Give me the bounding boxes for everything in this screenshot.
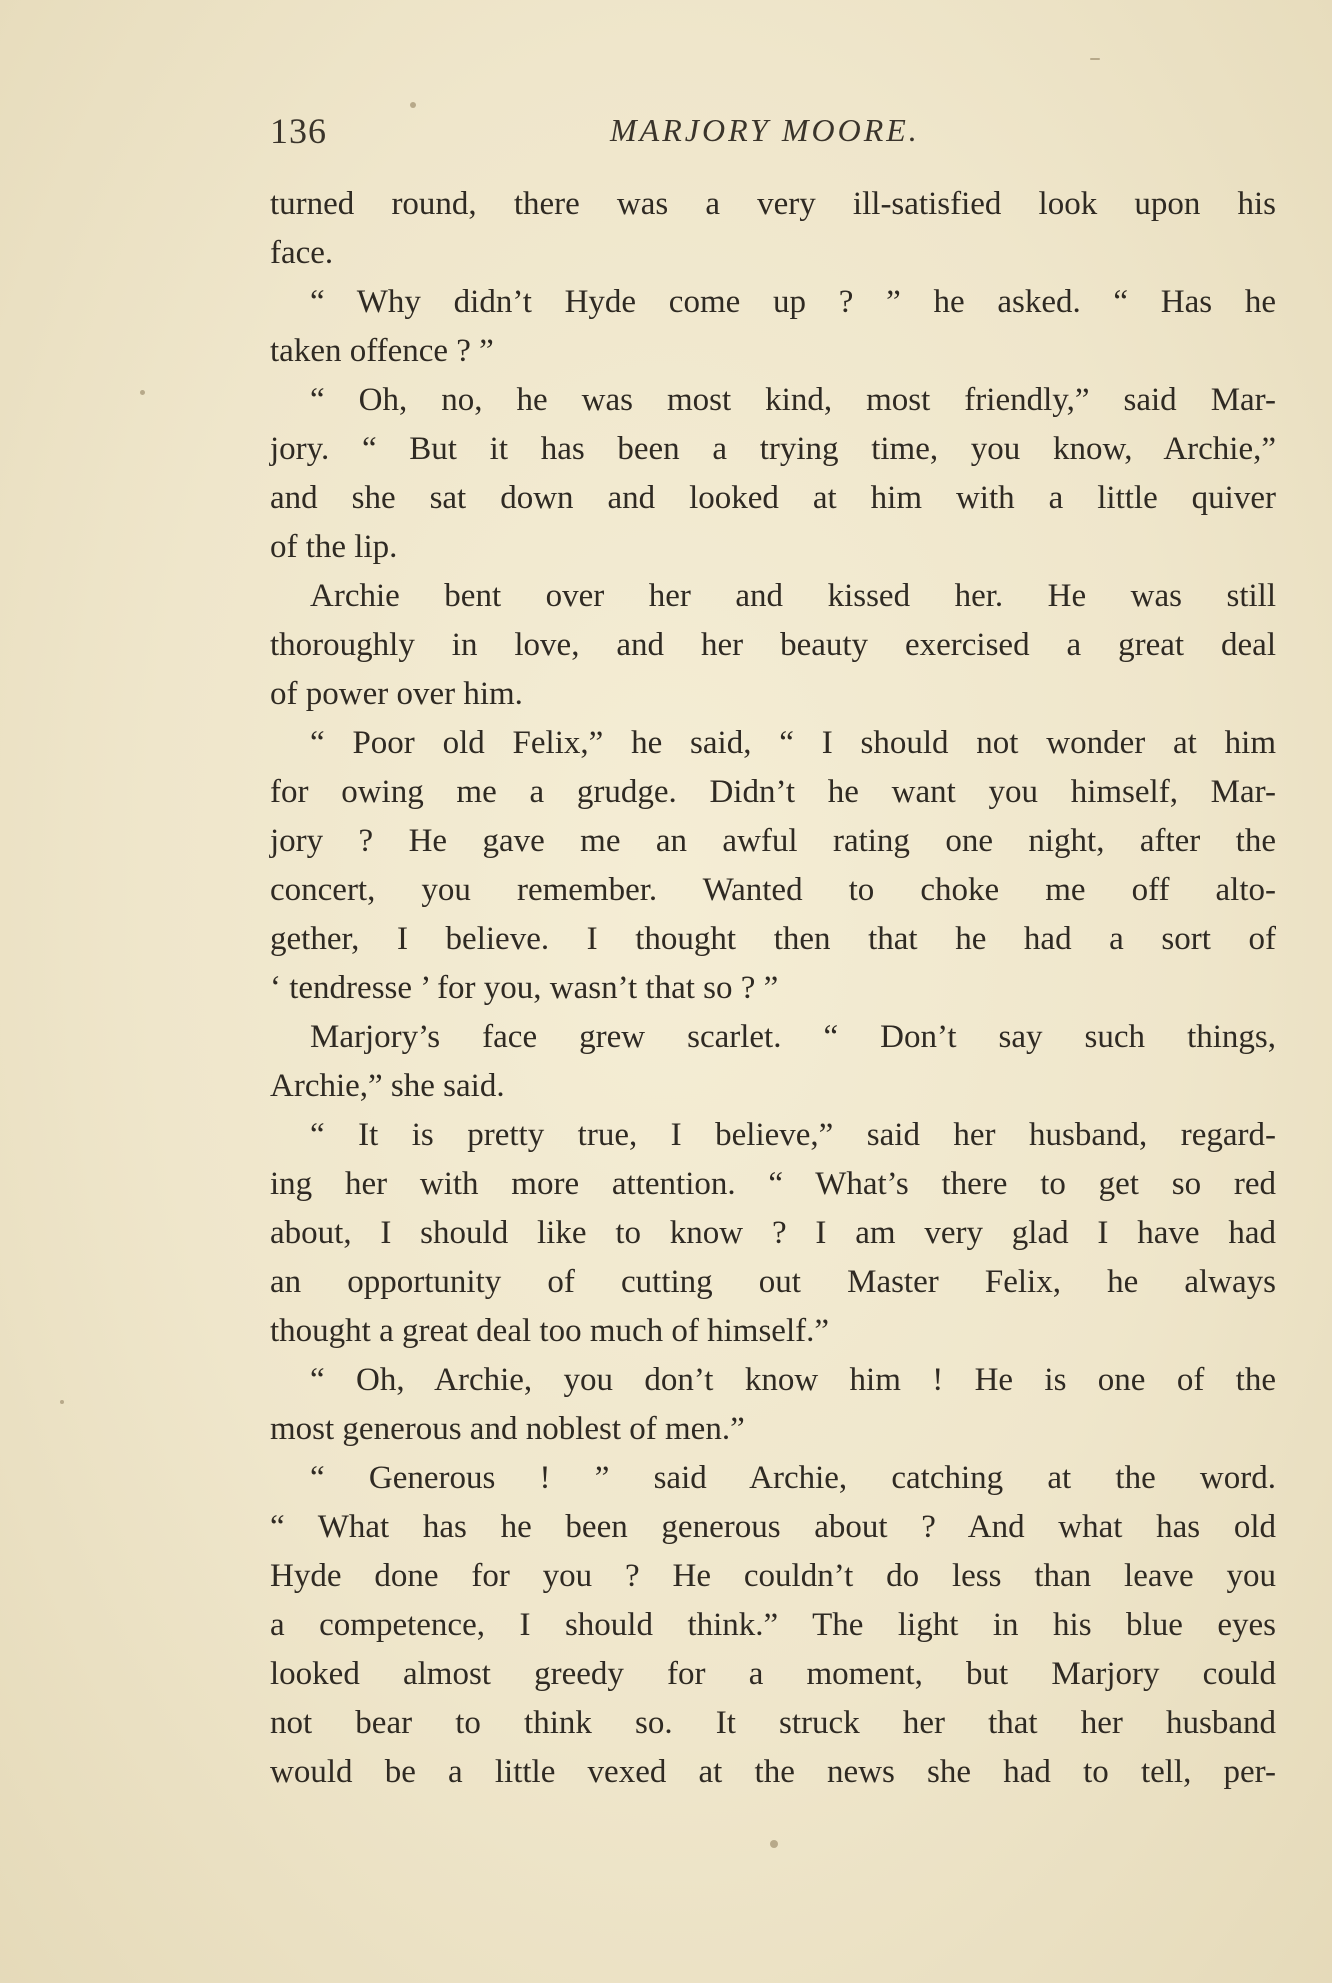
text-line: Archie,” she said. (270, 1068, 505, 1104)
text-line: thought a great deal too much of himself.” (270, 1313, 830, 1349)
text-line: for owing me a grudge. Didn’t he want you himself, Mar- (270, 774, 1276, 810)
text-line: of the lip. (270, 529, 398, 565)
text-line: Hyde done for you ? He couldn’t do less than leave you (270, 1558, 1276, 1594)
text-line: ing her with more attention. “ What’s there to get so red (270, 1166, 1276, 1202)
text-line: gether, I believe. I thought then that he had a sort of (270, 921, 1276, 957)
text-line: face. (270, 235, 334, 271)
text-line: would be a little vexed at the news she had to tell, per- (270, 1754, 1276, 1790)
text-line: an opportunity of cutting out Master Felix, he always (270, 1264, 1276, 1300)
text-line: “ What has he been generous about ? And what has old (270, 1509, 1276, 1545)
text-line: about, I should like to know ? I am very glad I have had (270, 1215, 1276, 1251)
text-line: Marjory’s face grew scarlet. “ Don’t say such things, (310, 1019, 1276, 1055)
text-line: “ Oh, Archie, you don’t know him ! He is one of the (310, 1362, 1276, 1398)
text-line: a competence, I should think.” The light in his blue eyes (270, 1607, 1276, 1643)
text-line: “ Generous ! ” said Archie, catching at the word. (310, 1460, 1276, 1496)
text-line: “ Why didn’t Hyde come up ? ” he asked. “ Has he (310, 284, 1276, 320)
text-line: thoroughly in love, and her beauty exercised a great deal (270, 627, 1276, 663)
text-line: Archie bent over her and kissed her. He was still (310, 578, 1276, 614)
text-line: concert, you remember. Wanted to choke me off alto- (270, 872, 1276, 908)
running-title: MARJORY MOORE. (610, 112, 920, 148)
text-line: ‘ tendresse ’ for you, wasn’t that so ? ” (270, 970, 779, 1006)
text-line: “ It is pretty true, I believe,” said her husband, regard- (310, 1117, 1276, 1153)
paper-speck (410, 102, 416, 108)
text-line: most generous and noblest of men.” (270, 1411, 745, 1447)
text-line: jory ? He gave me an awful rating one night, after the (270, 823, 1276, 859)
body-text (270, 180, 1276, 1797)
text-line: jory. “ But it has been a trying time, you know, Archie,” (270, 431, 1276, 467)
text-line: “ Oh, no, he was most kind, most friendly,” said Mar- (310, 382, 1276, 418)
page-header (270, 110, 1276, 160)
paper-speck (60, 1400, 64, 1404)
text-line: of power over him. (270, 676, 523, 712)
paper-speck (140, 390, 145, 395)
text-line: looked almost greedy for a moment, but Marjory could (270, 1656, 1276, 1692)
text-line: and she sat down and looked at him with a little quiver (270, 480, 1276, 516)
page-number: 136 (270, 111, 327, 151)
paper-speck (1090, 58, 1100, 60)
text-line: taken offence ? ” (270, 333, 494, 369)
text-line: turned round, there was a very ill-satisfied look upon his (270, 186, 1276, 222)
text-line: not bear to think so. It struck her that her husband (270, 1705, 1276, 1741)
text-line: “ Poor old Felix,” he said, “ I should not wonder at him (310, 725, 1276, 761)
paper-speck (770, 1840, 778, 1848)
